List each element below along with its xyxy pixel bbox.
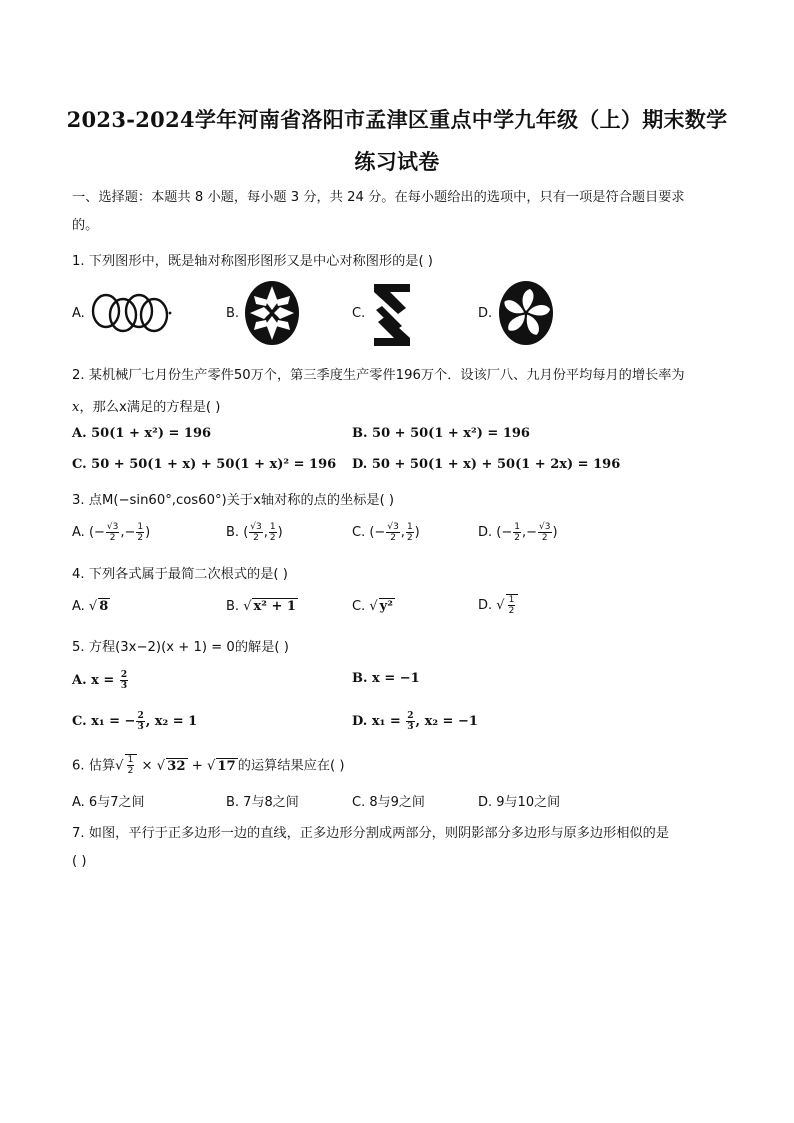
question-7-stem: 7. 如图，平行于正多边形一边的直线，正多边形分割成两部分，则阴影部分多边形与原多边形相似的是 <box>72 826 670 841</box>
q5-option-d: D. x₁ = $\frac{2}{3}$ , x₂ = −1 <box>352 711 478 732</box>
q4-option-a: A. √ 8 <box>72 599 109 614</box>
q4-option-d: D. √ $\frac{1}{2}$ <box>478 594 518 616</box>
q6-option-b: B. 7与8之间 <box>226 795 299 810</box>
q2-option-b: B. 50 + 50(1 + x²) = 196 <box>352 426 530 441</box>
question-3-stem: 3. 点M(−sin60°,cos60°)关于x轴对称的点的坐标是( ) <box>72 493 395 508</box>
q4-option-b: B. √ x² + 1 <box>226 599 296 614</box>
q1-option-d-label: D. <box>478 306 493 321</box>
bauhinia-flower-emblem-icon <box>498 280 554 346</box>
star-tile-emblem-icon <box>244 280 300 346</box>
q4-option-c: C. √ y² <box>352 599 393 614</box>
question-4-stem: 4. 下列各式属于最简二次根式的是( ) <box>72 567 288 582</box>
section-heading-cont: 的。 <box>72 218 99 233</box>
question-1-stem: 1. 下列图形中，既是轴对称图形图形又是中心对称图形的是( ) <box>72 254 433 269</box>
page-subtitle: 练习试卷 <box>354 149 440 174</box>
question-5-stem: 5. 方程(3x−2)(x + 1) = 0的解是( ) <box>72 640 289 655</box>
q2-option-c: C. 50 + 50(1 + x) + 50(1 + x)² = 196 <box>72 457 337 472</box>
q5-option-b: B. x = −1 <box>352 671 420 686</box>
q3-option-c: C. (− $\frac{√3}{2}$ , $\frac{1}{2}$ ) <box>352 522 420 543</box>
page-title: 2023-2024学年河南省洛阳市孟津区重点中学九年级（上）期末数学 <box>66 107 728 132</box>
q6-option-a: A. 6与7之间 <box>72 795 145 810</box>
q5-option-a: A. x = $\frac{2}{3}$ <box>72 670 128 691</box>
q2-option-a: A. 50(1 + x²) = 196 <box>72 426 212 441</box>
olympic-rings-icon <box>90 290 176 336</box>
q3-option-d: D. (− $\frac{1}{2}$ ,− $\frac{√3}{2}$ ) <box>478 522 558 543</box>
section-heading: 一、选择题：本题共 8 小题，每小题 3 分，共 24 分。在每小题给出的选项中，只有一项是符合题目要求 <box>72 190 685 205</box>
question-2-stem-cont: x，那么x满足的方程是( ) <box>72 400 221 415</box>
q3-option-a: A. (− $\frac{√3}{2}$ ,− $\frac{1}{2}$ ) <box>72 522 151 543</box>
q6-option-c: C. 8与9之间 <box>352 795 425 810</box>
q5-option-c: C. x₁ = − $\frac{2}{3}$ , x₂ = 1 <box>72 711 198 732</box>
q1-option-c-label: C. <box>352 306 366 321</box>
q1-option-a-label: A. <box>72 306 85 321</box>
variable-x: x <box>72 400 80 415</box>
question-7-stem-cont: ( ) <box>72 854 87 869</box>
q2-option-d: D. 50 + 50(1 + x) + 50(1 + 2x) = 196 <box>352 457 621 472</box>
suzuki-s-logo-icon <box>368 282 416 348</box>
q1-option-b-label: B. <box>226 306 240 321</box>
q6-option-d: D. 9与10之间 <box>478 795 561 810</box>
q3-option-b: B. ( $\frac{√3}{2}$ , $\frac{1}{2}$ ) <box>226 522 283 543</box>
question-2-stem: 2. 某机械厂七月份生产零件50万个，第三季度生产零件196万个．设该厂八、九月份平均每月的增长率为 <box>72 368 685 383</box>
question-6-stem: 6. 估算√ $\frac{1}{2}$ × √ 32 + √ 17 的运算结果应在( ) <box>72 755 345 776</box>
